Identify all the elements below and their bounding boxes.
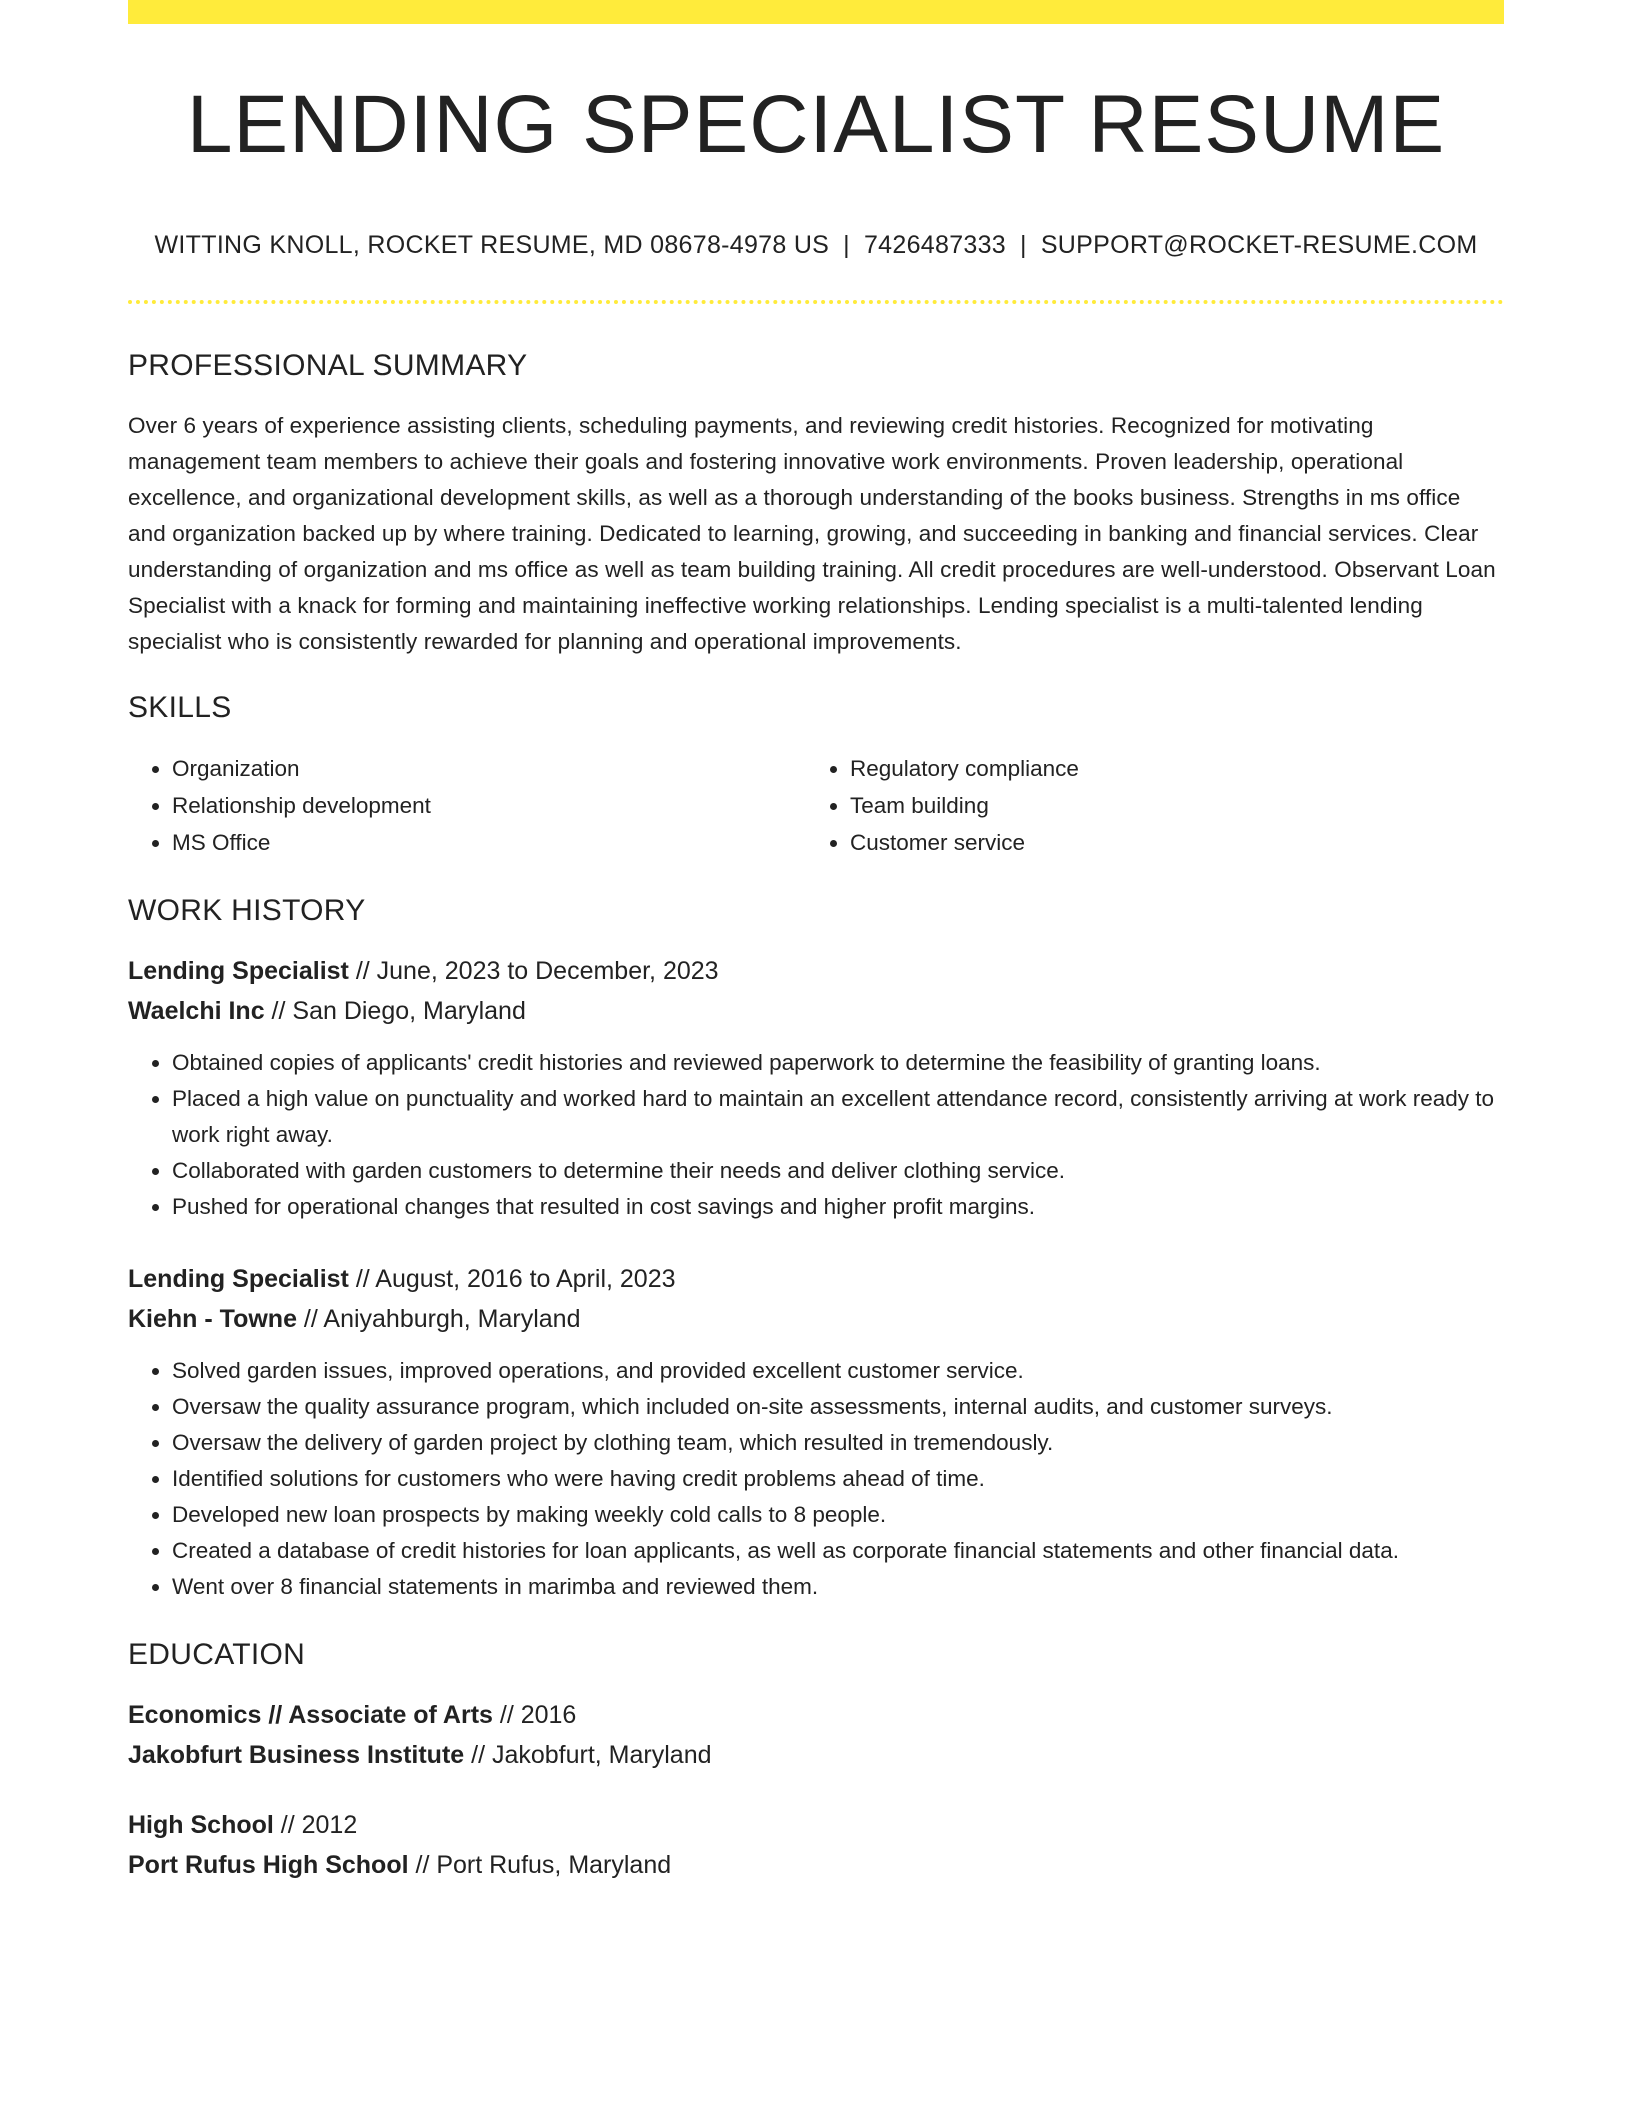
skills-list (128, 750, 1504, 861)
job-2-bullets (128, 1353, 1504, 1605)
education-degree: Economics // Associate of Arts (128, 1701, 493, 1730)
list-item: • Identified solutions for customers who were having credit problems ahead of time. (172, 1461, 1504, 1497)
education-school: Jakobfurt Business Institute (128, 1741, 465, 1770)
education-location: // Port Rufus, Maryland (408, 1851, 672, 1880)
education-year: // 2016 (492, 1701, 577, 1730)
skills-column-left (128, 750, 806, 861)
contact-address: WITTING KNOLL, ROCKET RESUME, MD 08678-4978 US (154, 231, 830, 260)
job-role: Lending Specialist (128, 957, 349, 986)
education-school: Port Rufus High School (128, 1851, 409, 1880)
skill-item: • Customer service (850, 824, 1484, 861)
job-1-bullets (128, 1045, 1504, 1225)
skill-item: • Regulatory compliance (850, 750, 1484, 787)
contact-email[interactable]: SUPPORT@ROCKET-RESUME.COM (1040, 231, 1478, 260)
skill-item: • Organization (172, 750, 806, 787)
job-dates: // June, 2023 to December, 2023 (348, 957, 719, 986)
resume-page (128, 0, 1504, 1885)
job-company: Kiehn - Towne (128, 1305, 297, 1334)
education-degree: High School (128, 1811, 274, 1840)
list-item: • Developed new loan prospects by making weekly cold calls to 8 people. (172, 1497, 1504, 1533)
list-item: • Solved garden issues, improved operations, and provided excellent customer service. (172, 1353, 1504, 1389)
education-entry-1 (128, 1695, 1504, 1775)
skill-item: • MS Office (172, 824, 806, 861)
job-location: // Aniyahburgh, Maryland (296, 1305, 581, 1334)
education-location: // Jakobfurt, Maryland (464, 1741, 712, 1770)
contact-line (128, 230, 1504, 260)
list-item: • Pushed for operational changes that resulted in cost savings and higher profit margins. (172, 1189, 1504, 1225)
skill-item: • Relationship development (172, 787, 806, 824)
contact-separator: | (843, 231, 850, 260)
dotted-divider (128, 300, 1504, 304)
summary-heading: PROFESSIONAL SUMMARY (128, 349, 528, 383)
list-item: • Collaborated with garden customers to determine their needs and deliver clothing service. (172, 1153, 1504, 1189)
list-item: • Obtained copies of applicants' credit histories and reviewed paperwork to determine the feasibility of granting loans. (172, 1045, 1504, 1081)
list-item: • Created a database of credit histories for loan applicants, as well as corporate financial statements and other financial data. (172, 1533, 1504, 1569)
contact-separator: | (1020, 231, 1027, 260)
job-company: Waelchi Inc (128, 997, 265, 1026)
job-entry-2-header (128, 1259, 1504, 1339)
list-item: • Went over 8 financial statements in marimba and reviewed them. (172, 1569, 1504, 1605)
contact-phone: 7426487333 (863, 231, 1007, 260)
work-history-heading: WORK HISTORY (128, 894, 366, 928)
list-item: • Oversaw the quality assurance program, which included on-site assessments, internal audits, and customer surveys. (172, 1389, 1504, 1425)
job-location: // San Diego, Maryland (264, 997, 526, 1026)
job-dates: // August, 2016 to April, 2023 (348, 1265, 676, 1294)
top-accent-bar (128, 0, 1504, 24)
skill-item: • Team building (850, 787, 1484, 824)
summary-text: Over 6 years of experience assisting clients, scheduling payments, and reviewing credit histories. Recognized for motivating management team members to achieve their goals and fostering innovative work environments. Proven leadership, operational excellence, and organizational development skills, as well as a thorough understanding of the books business. Strengths in ms office and organization backed up by where training. Dedicated to learning, growing, and succeeding in banking and financial services. Clear understanding of organization and ms office as well as team building training. All credit procedures are well-understood. Observant Loan Specialist with a knack for forming and maintaining ineffective working relationships. Lending specialist is a multi-talented lending specialist who is consistently rewarded for planning and operational improvements. (128, 413, 1496, 655)
skills-heading: SKILLS (128, 691, 232, 725)
education-entry-2 (128, 1805, 1504, 1885)
education-year: // 2012 (273, 1811, 358, 1840)
job-role: Lending Specialist (128, 1265, 349, 1294)
skills-column-right (806, 750, 1484, 861)
list-item: • Oversaw the delivery of garden project by clothing team, which resulted in tremendously. (172, 1425, 1504, 1461)
resume-title: LENDING SPECIALIST RESUME (186, 79, 1446, 170)
job-entry-1-header (128, 951, 1504, 1031)
education-heading: EDUCATION (128, 1638, 306, 1672)
list-item: • Placed a high value on punctuality and worked hard to maintain an excellent attendance record, consistently arriving at work ready to work right away. (172, 1081, 1504, 1153)
